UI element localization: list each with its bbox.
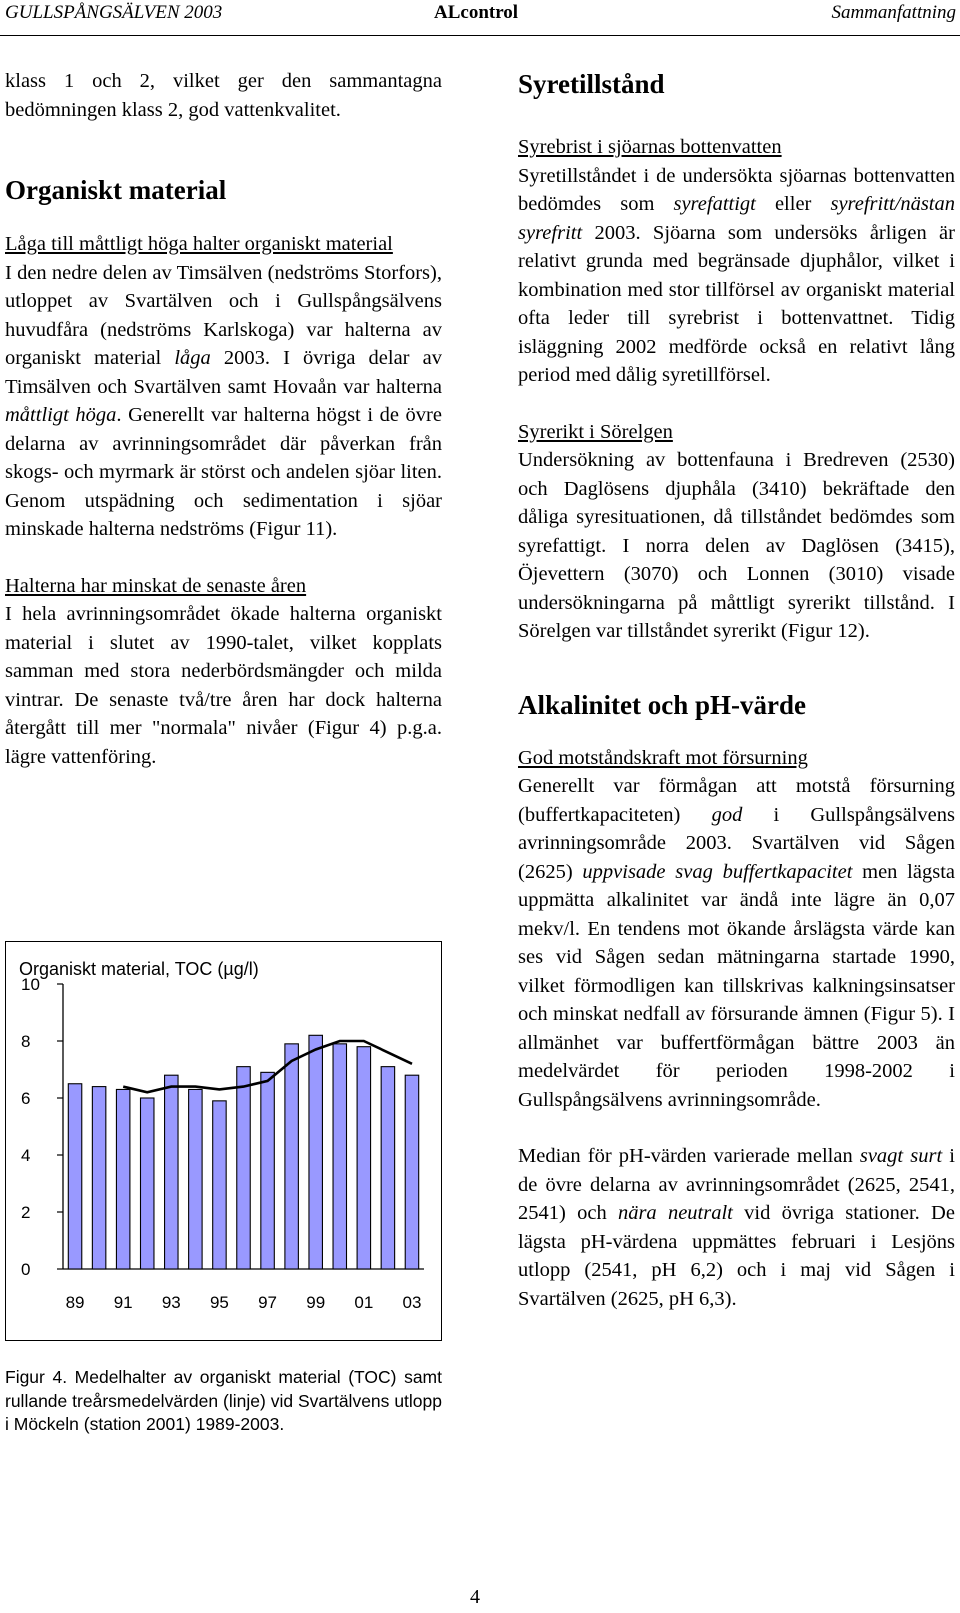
y-tick-label: 4	[21, 1146, 31, 1165]
y-tick-label: 8	[21, 1032, 31, 1051]
bar-1995	[213, 1101, 226, 1269]
y-tick-label: 0	[21, 1260, 31, 1279]
chart-title: Organiskt material, TOC (µg/l)	[19, 959, 259, 979]
y-tick-label: 6	[21, 1089, 31, 1108]
x-tick-label: 03	[402, 1293, 422, 1312]
header-center: ALcontrol	[434, 2, 519, 23]
bar-1989	[68, 1084, 81, 1269]
subheading-minskat: Halterna har minskat de senaste åren	[5, 574, 307, 597]
bar-1992	[140, 1098, 153, 1269]
bar-1996	[237, 1067, 250, 1269]
bar-2000	[333, 1044, 346, 1269]
paragraph-minskat: I hela avrinningsområdet ökade halterna organiskt material i slutet av 1990-talet, vilket kopplats samman med stora nederbördsmängder och milda vintrar. De senaste två/tre åren har dock halterna återgått till mer "normala" nivåer (Figur 4) p.g.a. lägre vattenföring.	[5, 603, 442, 768]
page-number: 4	[470, 1586, 480, 1608]
header-right: Sammanfattning	[831, 2, 956, 23]
subheading-syrerikt: Syrerikt i Sörelgen	[518, 420, 673, 443]
heading-alkalinitet: Alkalinitet och pH-värde	[518, 689, 806, 720]
subheading-syrebrist: Syrebrist i sjöarnas bottenvatten	[518, 136, 782, 158]
header-left: GULLSPÅNGSÄLVEN 2003	[5, 2, 223, 23]
subheading-motstandskraft: God motståndskraft mot försurning	[518, 746, 808, 769]
figure-caption: Figur 4. Medelhalter av organiskt material (TOC) samt rullande treårsmedelvärden (linje) vid Svartälvens utlopp i Möckeln (station 2001) 1989-2003.	[5, 1367, 442, 1434]
header-rule	[0, 35, 960, 36]
x-tick-label: 91	[113, 1293, 133, 1312]
bar-1998	[285, 1044, 298, 1269]
bar-1997	[261, 1072, 274, 1269]
paragraph-syrerikt: Undersökning av bottenfauna i Bredreven (2530) och Daglösens djuphåla (3410) bekräftade den dåliga syresituationen, då tillståndet bedömdes som syrefattigt. I norra delen av Daglösen (3415), Öjevettern (3070) och Lonnen (3010) visade undersökningarna på måttligt syrerikt tillstånd. I Sörelgen var tillståndet syrerikt (Figur 12).	[518, 449, 955, 642]
bar-1999	[309, 1035, 322, 1269]
bars	[68, 1035, 418, 1269]
bar-1994	[189, 1089, 202, 1269]
x-axis	[66, 1293, 422, 1312]
bar-1991	[116, 1089, 129, 1269]
paragraph-organiskt: I den nedre delen av Timsälven (nedströms Storfors), utloppet av Svartälven och i Gullspångsälvens huvudfåra (nedströms Karlskoga) var halterna av organiskt material låga 2003. I övriga delar av Timsälven och Svartälven samt Hovaån var halterna måttligt höga. Generellt var halterna högst i de övre delarna av avrinningsområdet där påverkan från skogs- och myrmark är störst och andelen sjöar liten. Genom utspädning och sedimentation i sjöar minskade halterna nedströms (Figur 11).	[5, 261, 442, 540]
bar-1990	[92, 1087, 105, 1269]
paragraph-alkalinitet: Generellt var förmågan att motstå försurning (buffertkapaciteten) god i Gullspångsälvens avrinningsområde 2003. Svartälven vid Sågen (2625) uppvisade svag buffertkapacitet men lägsta uppmätta alkalinitet var ändå inte lägre än 0,07 mekv/l. En tendens mot ökande årslägsta värde kan ses vid Sågen sedan mätningarna startade 1990, vilket förmodligen kan tillskrivas kalkningsinsatser och minskat nedfall av försurande ämnen (Figur 5). I allmänhet var buffertförmågan bättre 2003 än medelvärdet för perioden 1998-2002 i Gullspångsälvens avrinningsområde.	[518, 775, 955, 1111]
bar-2002	[381, 1067, 394, 1269]
bar-1993	[165, 1075, 178, 1269]
right-column	[518, 67, 955, 1313]
y-tick-label: 2	[21, 1203, 31, 1222]
x-tick-label: 97	[258, 1293, 278, 1312]
paragraph-ph: Median för pH-värden varierade mellan svagt surt i de övre delarna av avrinningsområdet (2625, 2541, 2541) och nära neutralt vid övriga stationer. De lägsta pH-värdena uppmättes februari i Lesjöns utlopp (2541, pH 6,2) och i maj vid Sågen i Svartälven (2625, pH 6,3).	[518, 1145, 955, 1310]
y-tick-label: 10	[21, 975, 40, 994]
left-column	[5, 67, 442, 771]
x-tick-label: 01	[354, 1293, 374, 1312]
heading-organiskt-material: Organiskt material	[5, 175, 227, 205]
paragraph-syrebrist: Syretillståndet i de undersökta sjöarnas bottenvatten bedömdes som syrefattigt eller syrefritt/nästan syrefritt 2003. Sjöarna som undersöks årligen är relativt grunda med begränsade djuphålor, vilket i kombination med stor tillförsel av organiskt material ofta leder till syrebrist i bottenvattnet. Tidig isläggning 2002 medförde också en relativt lång period med dålig syretillförsel.	[518, 164, 955, 386]
bar-2003	[405, 1075, 418, 1269]
x-tick-label: 95	[209, 1293, 229, 1312]
page-header	[0, 0, 960, 34]
bar-2001	[357, 1047, 370, 1269]
intro-paragraph: klass 1 och 2, vilket ger den sammantagna bedömningen klass 2, god vattenkvalitet.	[5, 70, 442, 121]
x-tick-label: 93	[161, 1293, 181, 1312]
heading-syretillstand: Syretillstånd	[518, 69, 665, 99]
figure-4-chart	[5, 941, 442, 1341]
x-tick-label: 99	[306, 1293, 326, 1312]
subheading-laga-halter: Låga till måttligt höga halter organiskt material	[5, 233, 393, 255]
chart-svg	[6, 942, 443, 1342]
x-tick-label: 89	[65, 1293, 85, 1312]
